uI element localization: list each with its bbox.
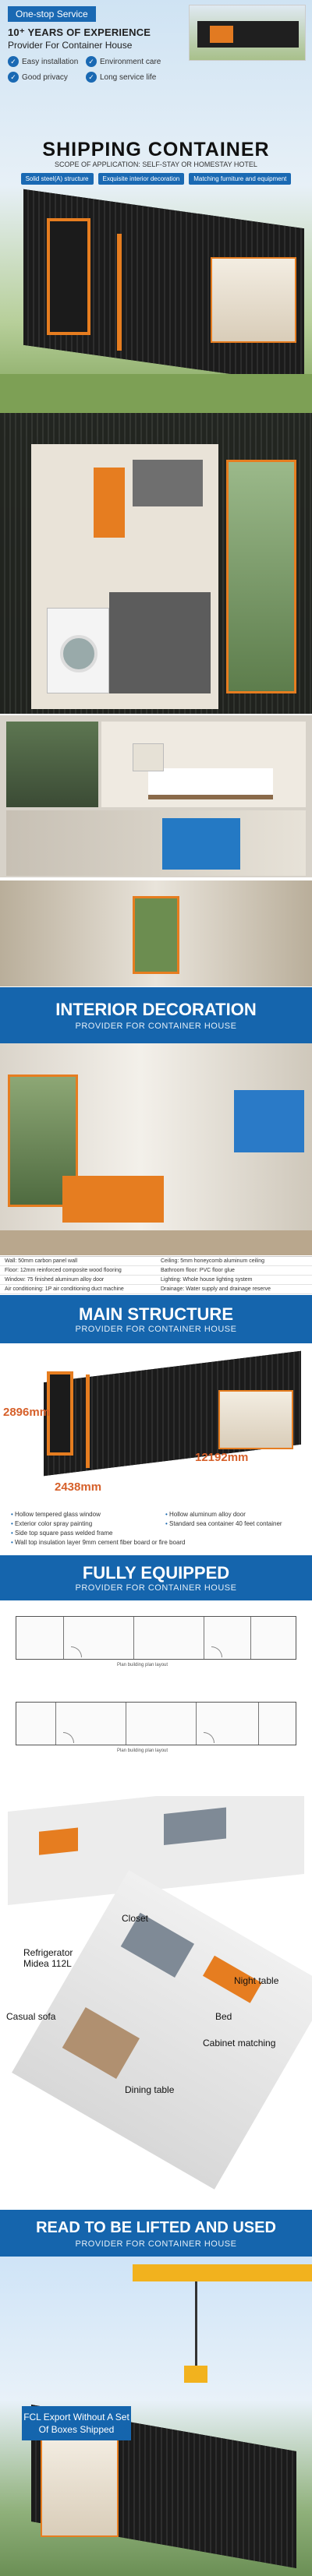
list-item: • Wall top insulation layer 9mm cement fiber board or fire board: [11, 1538, 186, 1547]
table-row: Floor: 12mm reinforced composite wood flooring Bathroom floor: PVC floor glue: [0, 1266, 312, 1276]
label-casual-sofa: Casual sofa: [6, 2011, 56, 2022]
iso-render-main: [12, 1870, 312, 2190]
label-dining-table: Dining table: [125, 2084, 175, 2095]
crane-hook: [184, 2366, 207, 2383]
hero-chips: [0, 173, 312, 185]
floor-plans: [0, 1600, 312, 1795]
table-row: Window: 75 finished aluminum alloy door Lighting: Whole house lighting system: [0, 1276, 312, 1285]
lifted-banner: [0, 2210, 312, 2257]
clock-icon: ✓: [86, 72, 97, 83]
upper-cabinet: [133, 460, 203, 506]
shield-icon: ✓: [8, 72, 19, 83]
crane-cable: [195, 2281, 197, 2367]
structure-diagram: [0, 1343, 312, 1509]
plan-caption: Plan building plan layout: [117, 1749, 168, 1753]
chip: Solid steel(A) structure: [21, 173, 94, 185]
kitchen-photo: [0, 413, 312, 714]
crane-boom: [133, 2264, 312, 2281]
label-refrigerator: Refrigerator Midea 112L: [23, 1947, 73, 1969]
bedroom-photos: [0, 715, 312, 877]
floor-plan-1: [16, 1616, 296, 1660]
label-closet: Closet: [122, 1913, 149, 1924]
washing-machine: [47, 608, 109, 693]
equipped-subtitle: PROVIDER FOR CONTAINER HOUSE: [75, 1583, 237, 1593]
height-dimension: 2896mm: [3, 1406, 51, 1419]
tv: [234, 1090, 304, 1152]
hero-scope: SCOPE OF APPLICATION: SELF-STAY OR HOMESTAY HOTEL: [55, 161, 257, 168]
sofa: [62, 1176, 164, 1223]
feature-privacy: ✓ Good privacy: [8, 72, 68, 83]
main-structure-banner: [0, 1295, 312, 1343]
feature-easy-install: ✓ Easy installation: [8, 56, 78, 67]
interior-subtitle: PROVIDER FOR CONTAINER HOUSE: [75, 1022, 237, 1031]
lifted-title: READ TO BE LIFTED AND USED: [36, 2219, 276, 2236]
feature-environment: ✓ Environment care: [86, 56, 161, 67]
orange-shelf: [94, 468, 125, 538]
iso-cutaway: [0, 1796, 312, 2209]
label-cabinet: Cabinet matching: [203, 2038, 276, 2048]
structure-title: MAIN STRUCTURE: [79, 1304, 233, 1324]
one-stop-badge: One-stop Service: [8, 6, 96, 22]
window-nook-photo: [6, 722, 98, 807]
hero-title: SHIPPING CONTAINER: [42, 139, 270, 161]
list-item: • Side top square pass welded frame: [11, 1529, 186, 1538]
list-item: • Standard sea container 40 feet container: [165, 1519, 282, 1529]
feature-long-life: ✓ Long service life: [86, 72, 156, 83]
fcl-export-badge: FCL Export Without A Set Of Boxes Shipped: [22, 2406, 131, 2440]
interior-spec-table: [0, 1256, 312, 1293]
bathroom-photo: [6, 810, 306, 876]
lawn: [0, 374, 312, 413]
hero-thumbnail: [189, 5, 306, 61]
experience-heading: 10⁺ YEARS OF EXPERIENCE: [8, 26, 151, 38]
label-night-table: Night table: [234, 1975, 279, 1986]
structure-features: [0, 1509, 312, 1554]
list-item: • Hollow aluminum alloy door: [165, 1510, 282, 1519]
living-room-photo: [0, 1043, 312, 1255]
equipped-title: FULLY EQUIPPED: [82, 1563, 230, 1583]
list-item: • Exterior color spray painting: [11, 1519, 186, 1529]
fully-equipped-banner: [0, 1555, 312, 1600]
chip: Exquisite interior decoration: [98, 173, 185, 185]
table-row: Air conditioning: 1P air conditioning duct machine Drainage: Water supply and drainage reserve: [0, 1285, 312, 1294]
floor-plan-2: [16, 1702, 296, 1745]
glass-facade: [211, 257, 296, 343]
hero-section: [0, 0, 312, 413]
lower-cabinet: [109, 592, 211, 693]
lifted-subtitle: PROVIDER FOR CONTAINER HOUSE: [75, 2239, 237, 2249]
label-bed: Bed: [215, 2011, 232, 2022]
corridor-photo: [0, 880, 312, 986]
window-view: [226, 460, 296, 693]
list-item: • Hollow tempered glass window: [11, 1510, 186, 1519]
ladder-rail: [117, 234, 122, 351]
structure-subtitle: PROVIDER FOR CONTAINER HOUSE: [75, 1325, 237, 1334]
leaf-icon: ✓: [86, 56, 97, 67]
plan-caption: Plan building plan layout: [117, 1663, 168, 1667]
floor: [0, 1230, 312, 1255]
interior-decoration-banner: [0, 987, 312, 1043]
provider-line: Provider For Container House: [8, 40, 133, 51]
width-dimension: 2438mm: [55, 1480, 102, 1494]
check-icon: ✓: [8, 56, 19, 67]
length-dimension: 12192mm: [195, 1451, 249, 1464]
interior-title: INTERIOR DECORATION: [55, 1000, 257, 1019]
bedroom-photo: [101, 722, 306, 807]
table-row: Wall: 50mm carbon panel wall Ceiling: 5mm honeycomb aluminum ceiling: [0, 1257, 312, 1266]
chip: Matching furniture and equipment: [189, 173, 291, 185]
